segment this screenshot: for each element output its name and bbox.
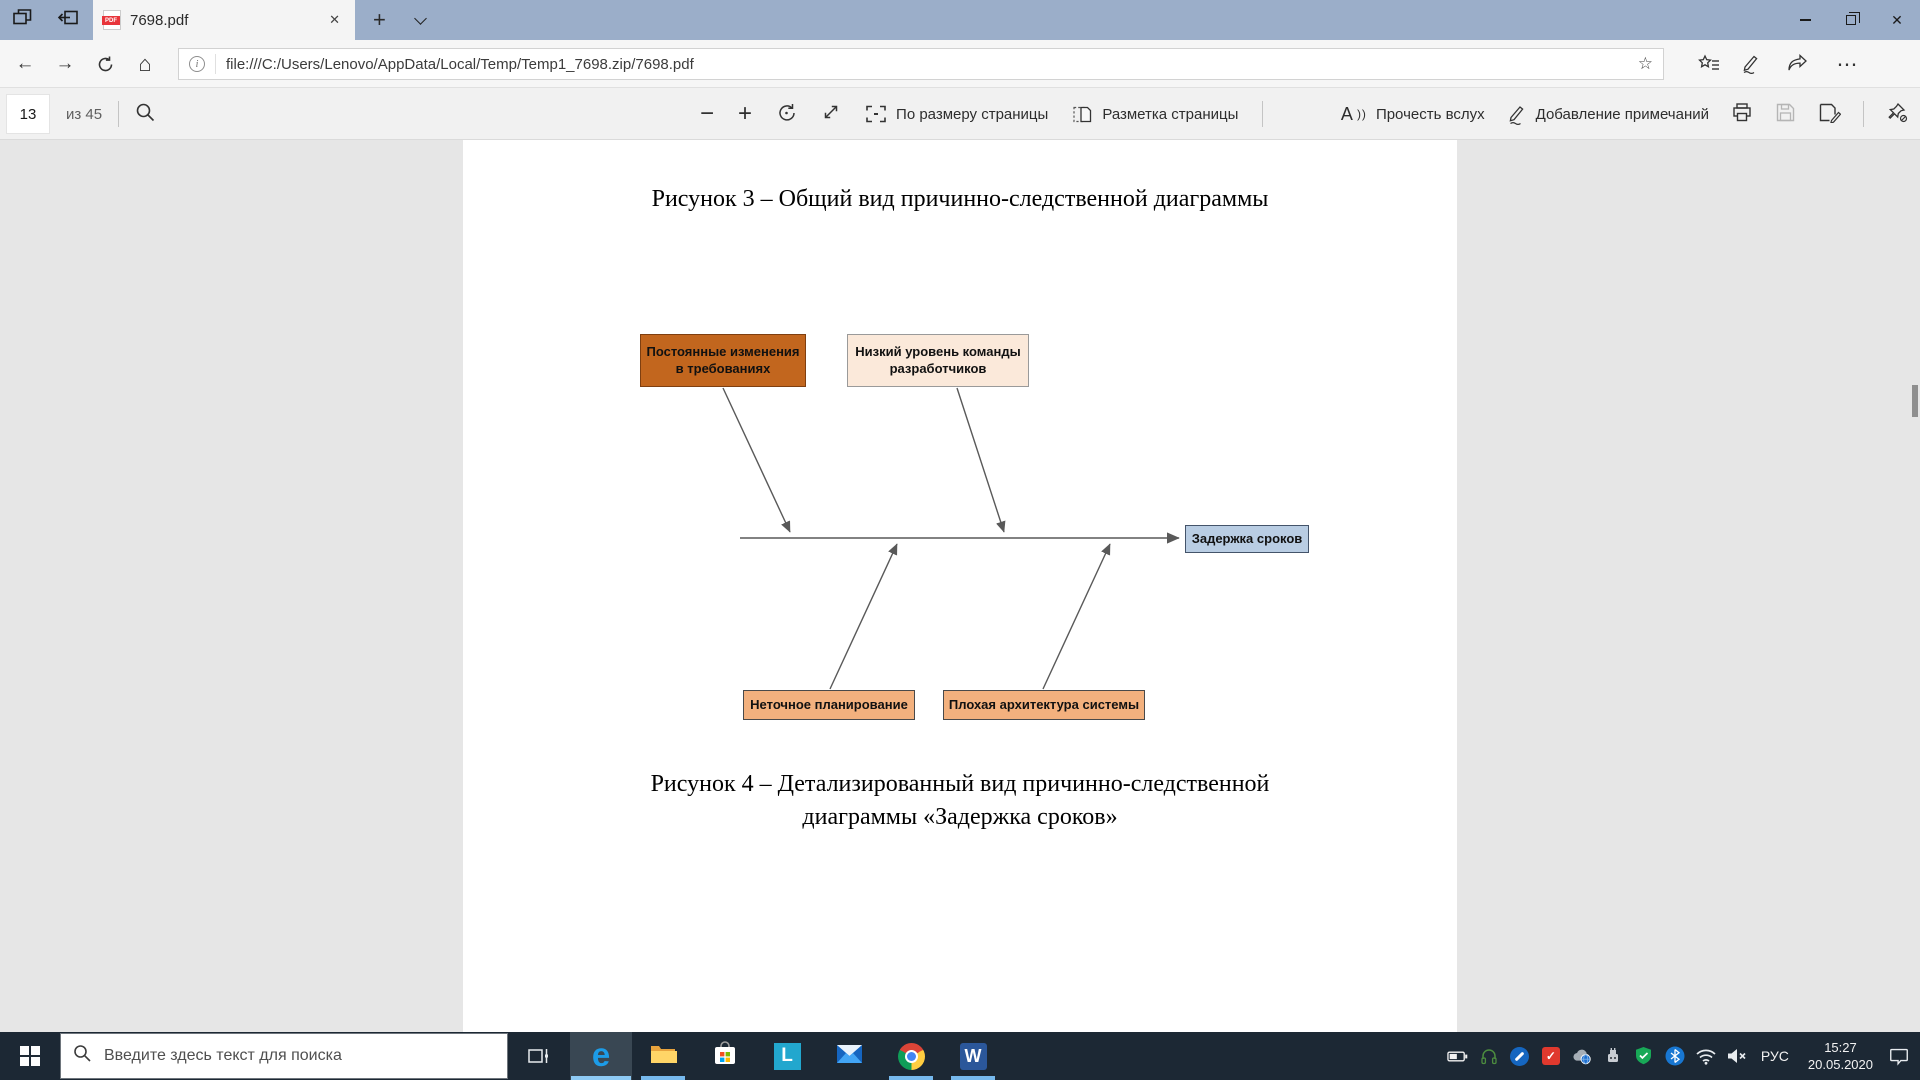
title-bar bbox=[0, 0, 1920, 40]
time-label: 15:27 bbox=[1824, 1040, 1857, 1055]
checkmark-app-icon[interactable]: ✓ bbox=[1540, 1045, 1562, 1067]
zoom-out-button[interactable]: − bbox=[700, 100, 715, 127]
volume-muted-icon[interactable] bbox=[1726, 1045, 1748, 1067]
windows-logo-icon bbox=[20, 1046, 40, 1066]
home-button[interactable]: ⌂ bbox=[138, 51, 152, 76]
cause-box-2: Низкий уровень команды разработчиков bbox=[847, 334, 1029, 387]
security-shield-icon[interactable] bbox=[1633, 1045, 1655, 1067]
unpin-toolbar-icon[interactable] bbox=[1886, 102, 1908, 127]
tab-preview-icon[interactable] bbox=[12, 7, 33, 33]
taskbar-search-box[interactable] bbox=[60, 1033, 508, 1079]
taskbar-l-app-button[interactable] bbox=[756, 1032, 818, 1080]
pdf-viewport bbox=[0, 140, 1920, 1032]
chrome-icon bbox=[898, 1043, 925, 1070]
fullscreen-resize-icon[interactable] bbox=[821, 102, 841, 126]
edge-icon: e bbox=[591, 1035, 611, 1073]
figure4-caption: Рисунок 4 – Детализированный вид причинно-следственной диаграммы «Задержка сроков» bbox=[650, 771, 1270, 830]
pen-app-icon[interactable] bbox=[1509, 1045, 1531, 1067]
favorites-hub-icon[interactable] bbox=[1692, 40, 1726, 88]
cloud-sync-icon[interactable] bbox=[1571, 1045, 1593, 1067]
page-layout-button[interactable] bbox=[1072, 104, 1238, 125]
bluetooth-icon[interactable] bbox=[1664, 1045, 1686, 1067]
window-close-button[interactable]: ✕ bbox=[1891, 11, 1903, 28]
taskbar bbox=[0, 1032, 1920, 1080]
window-minimize-button[interactable] bbox=[1782, 0, 1828, 40]
web-notes-icon[interactable] bbox=[1734, 40, 1768, 88]
tab-title: 7698.pdf bbox=[130, 11, 189, 29]
zoom-in-button[interactable]: + bbox=[738, 100, 753, 127]
battery-icon[interactable] bbox=[1447, 1045, 1469, 1067]
cause-box-4: Плохая архитектура системы bbox=[943, 690, 1145, 720]
action-center-icon[interactable] bbox=[1888, 1045, 1910, 1067]
effect-box: Задержка сроков bbox=[1185, 525, 1309, 553]
usb-device-icon[interactable] bbox=[1602, 1045, 1624, 1067]
file-explorer-icon bbox=[649, 1042, 677, 1071]
pdf-file-icon: PDF bbox=[103, 10, 121, 30]
add-favorite-star-icon[interactable]: ☆ bbox=[1637, 54, 1653, 73]
window-restore-button[interactable] bbox=[1828, 0, 1874, 40]
read-aloud-icon: A bbox=[1340, 103, 1353, 124]
microsoft-store-icon bbox=[712, 1041, 738, 1072]
rotate-icon[interactable] bbox=[776, 102, 797, 127]
search-icon bbox=[73, 1044, 92, 1068]
language-indicator[interactable]: РУС bbox=[1760, 1048, 1789, 1064]
set-tabs-aside-icon[interactable] bbox=[57, 7, 79, 33]
taskbar-chrome-button[interactable] bbox=[880, 1032, 942, 1080]
page-info-icon[interactable]: i bbox=[189, 56, 205, 72]
new-tab-button[interactable]: + bbox=[373, 7, 386, 32]
read-aloud-button[interactable]: A )) Прочесть вслух bbox=[1340, 103, 1485, 124]
l-app-icon: L bbox=[774, 1043, 801, 1070]
task-view-button[interactable] bbox=[508, 1032, 570, 1080]
save-as-icon[interactable] bbox=[1818, 102, 1841, 127]
settings-more-icon[interactable]: ⋯ bbox=[1836, 52, 1858, 76]
fit-page-label: По размеру страницы bbox=[896, 105, 1049, 123]
page-total-label: из 45 bbox=[66, 105, 103, 123]
save-icon[interactable] bbox=[1775, 102, 1796, 127]
search-icon[interactable] bbox=[135, 102, 156, 127]
add-notes-label: Добавление примечаний bbox=[1535, 105, 1709, 123]
mail-icon bbox=[836, 1042, 863, 1071]
figure3-caption: Рисунок 3 – Общий вид причинно-следственной диаграммы bbox=[651, 186, 1269, 212]
tab-close-icon[interactable]: ✕ bbox=[329, 12, 340, 27]
add-notes-button[interactable] bbox=[1507, 104, 1709, 125]
share-icon[interactable] bbox=[1780, 40, 1814, 88]
taskbar-store-button[interactable] bbox=[694, 1032, 756, 1080]
page-layout-label: Разметка страницы bbox=[1102, 105, 1239, 123]
page-number-input[interactable] bbox=[6, 94, 50, 134]
pdf-scrollbar-thumb[interactable] bbox=[1912, 385, 1918, 417]
wifi-icon[interactable] bbox=[1695, 1045, 1717, 1067]
pen-icon bbox=[1507, 104, 1527, 125]
pdf-toolbar bbox=[0, 88, 1920, 140]
fishbone-lines bbox=[463, 140, 1457, 1032]
start-button[interactable] bbox=[0, 1032, 60, 1080]
taskbar-mail-button[interactable] bbox=[818, 1032, 880, 1080]
print-icon[interactable] bbox=[1731, 102, 1753, 127]
address-bar[interactable] bbox=[178, 48, 1664, 80]
date-label: 20.05.2020 bbox=[1807, 1057, 1873, 1072]
forward-button[interactable]: → bbox=[55, 53, 75, 74]
tab-list-chevron-icon[interactable] bbox=[414, 12, 427, 25]
browser-tab[interactable] bbox=[93, 0, 355, 40]
url-input[interactable] bbox=[226, 56, 1628, 73]
cause-box-1: Постоянные изменения в требованиях bbox=[640, 334, 806, 387]
fit-page-button[interactable] bbox=[865, 104, 1048, 124]
read-aloud-label: Прочесть вслух bbox=[1375, 105, 1485, 123]
taskbar-word-button[interactable] bbox=[942, 1032, 1004, 1080]
cause-box-3: Неточное планирование bbox=[743, 690, 915, 720]
clock[interactable] bbox=[1802, 1039, 1879, 1073]
taskbar-edge-button[interactable] bbox=[570, 1032, 632, 1080]
refresh-button[interactable] bbox=[88, 40, 122, 88]
navigation-bar bbox=[0, 40, 1920, 88]
back-button[interactable]: ← bbox=[15, 53, 35, 74]
taskbar-search-input[interactable] bbox=[104, 1047, 495, 1065]
word-icon: W bbox=[960, 1043, 987, 1070]
pdf-page bbox=[463, 140, 1457, 1032]
headset-app-icon[interactable] bbox=[1478, 1045, 1500, 1067]
system-tray bbox=[1447, 1039, 1920, 1073]
taskbar-file-explorer-button[interactable] bbox=[632, 1032, 694, 1080]
